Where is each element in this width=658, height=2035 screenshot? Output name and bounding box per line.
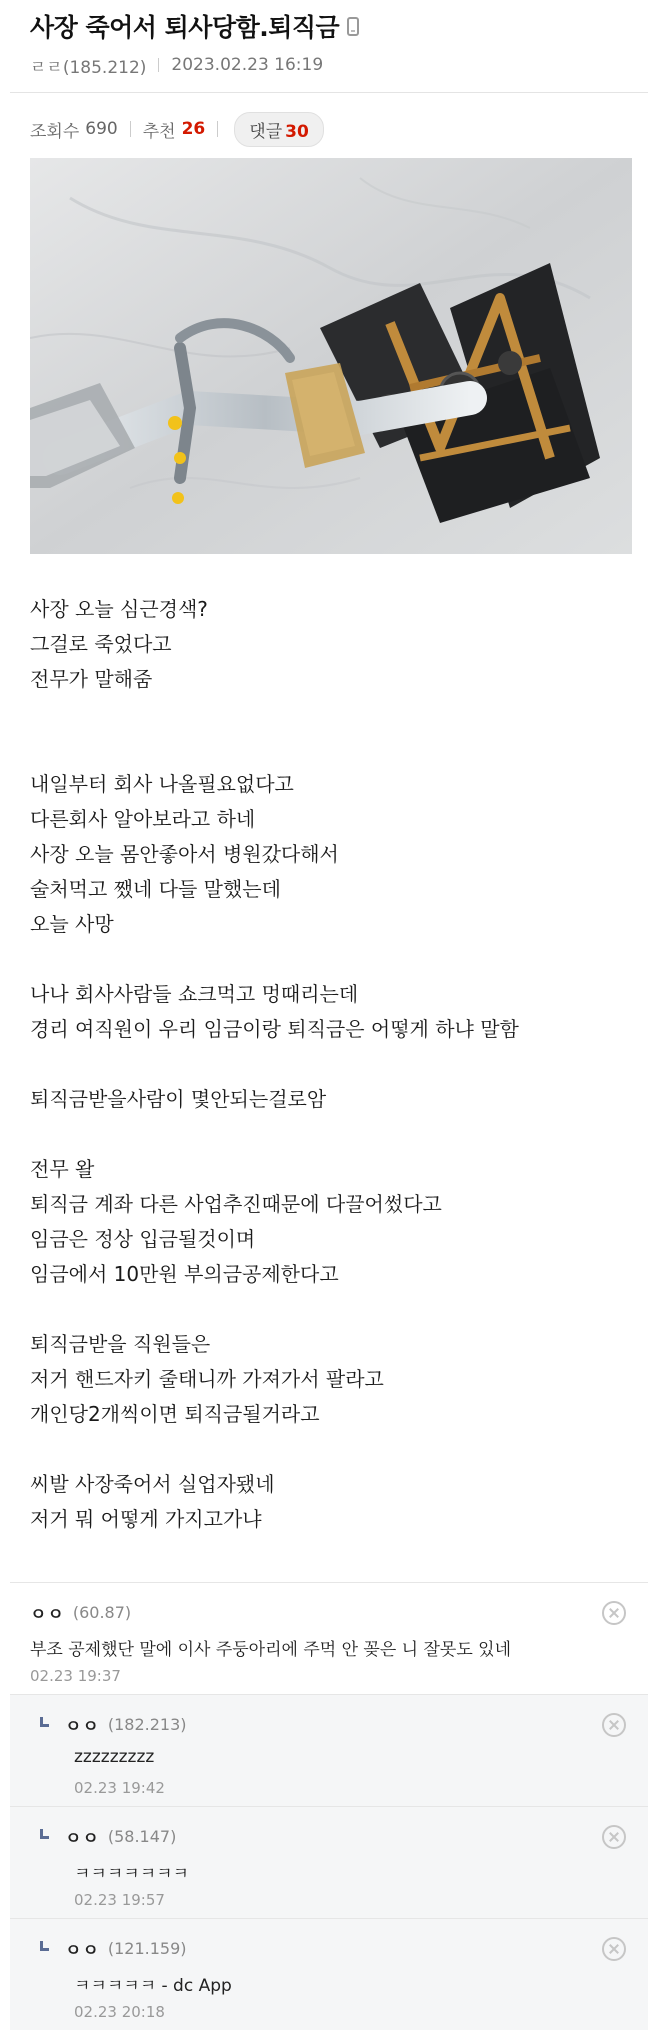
body-line: 그걸로 죽었다고 [30,632,172,656]
body-line: 다른회사 알아보라고 하네 [30,807,256,831]
body-line: 개인당2개씩이면 퇴직금될거라고 [30,1402,320,1426]
post-title: 사장 죽어서 퇴사당함.퇴직금 [30,13,340,42]
recommend-label: 추천 [142,121,176,142]
comments-count: 30 [285,121,309,142]
post-image[interactable] [30,158,632,554]
body-line [30,1047,630,1082]
close-circle-icon[interactable] [602,1825,626,1849]
hand-jack-photo [30,158,632,554]
body-line [30,697,630,732]
recommend-count: 26 [181,119,206,139]
body-line [30,1432,630,1467]
body-line: 퇴직금 계좌 다른 사업추진때문에 다끌어썼다고 [30,1192,442,1216]
body-line: 퇴직금받을사람이 몇안되는걸로암 [30,1087,327,1111]
post-stats [30,113,324,145]
body-line: 임금은 정상 입금될것이며 [30,1227,256,1251]
body-line: 내일부터 회사 나올필요없다고 [30,772,294,796]
comment-ip: (60.87) [72,1602,132,1622]
comment-nickname[interactable]: ㅇㅇ [65,1940,100,1961]
reply-arrow-icon [40,1829,49,1839]
body-line: 임금에서 10만원 부의금공제한다고 [30,1262,339,1286]
divider [217,121,218,137]
comment-nickname[interactable]: ㅇㅇ [65,1828,100,1849]
comment-date: 02.23 19:57 [74,1891,165,1909]
comment-date: 02.23 19:42 [74,1779,165,1797]
comment-header [40,1937,648,1959]
body-line: 사장 오늘 몸안좋아서 병원갔다해서 [30,842,339,866]
post-header [30,8,628,76]
comment-nickname[interactable]: ㅇㅇ [65,1716,100,1737]
views-label: 조회수 [30,121,80,142]
comment-text: ㅋㅋㅋㅋㅋ - dc App [74,1976,232,1996]
reply-item [10,1918,648,2030]
body-line: 씨발 사장죽어서 실업자됐네 [30,1472,275,1496]
body-line [30,942,630,977]
post-author[interactable]: ㄹㄹ(185.212) [30,57,147,78]
comment-date: 02.23 20:18 [74,2003,165,2021]
body-line: 오늘 사망 [30,912,114,936]
body-line: 저거 뭐 어떻게 가지고가냐 [30,1507,262,1531]
close-circle-icon[interactable] [602,1601,626,1625]
divider [130,121,131,137]
comment-date: 02.23 19:37 [30,1667,121,1685]
comment-header [40,1713,648,1735]
post-body [30,592,630,1537]
body-line: 전무가 말해줌 [30,667,153,691]
comments-button[interactable] [234,112,324,147]
header-divider [10,92,648,93]
post-meta [30,54,628,76]
reply-arrow-icon [40,1941,49,1951]
comment-header [30,1601,648,1623]
comment-ip: (121.159) [107,1938,187,1958]
comment-ip: (182.213) [107,1714,187,1734]
comment-text: ㅋㅋㅋㅋㅋㅋㅋ [74,1864,189,1884]
views-count: 690 [85,119,118,139]
comment-text: 부조 공제했단 말에 이사 주둥아리에 주먹 안 꽂은 니 잘못도 있네 [30,1640,512,1660]
body-line: 나나 회사사람들 쇼크먹고 멍때리는데 [30,982,359,1006]
body-line [30,732,630,767]
reply-arrow-icon [40,1717,49,1727]
comment-item [10,1582,648,1694]
mobile-phone-icon [347,17,359,36]
body-line: 퇴직금받을 직원들은 [30,1332,211,1356]
close-circle-icon[interactable] [602,1937,626,1961]
reply-item [10,1806,648,1918]
reply-item [10,1694,648,1806]
comments-label: 댓글 [249,121,283,142]
body-line: 경리 여직원이 우리 임금이랑 퇴직금은 어떻게 하냐 말함 [30,1017,519,1041]
comment-nickname[interactable]: ㅇㅇ [30,1604,65,1625]
title-row [30,8,628,44]
body-line: 사장 오늘 심근경색? [30,597,208,621]
post-datetime: 2023.02.23 16:19 [171,55,324,75]
body-line [30,1117,630,1152]
body-line: 술처먹고 쨌네 다들 말했는데 [30,877,281,901]
comment-list [10,1582,648,2030]
body-line [30,1292,630,1327]
comment-header [40,1825,648,1847]
close-circle-icon[interactable] [602,1713,626,1737]
comment-text: zzzzzzzzz [74,1747,155,1767]
body-line: 저거 핸드자키 줄태니까 가져가서 팔라고 [30,1367,384,1391]
comment-ip: (58.147) [107,1826,177,1846]
divider [158,58,159,72]
body-line: 전무 왈 [30,1157,95,1181]
